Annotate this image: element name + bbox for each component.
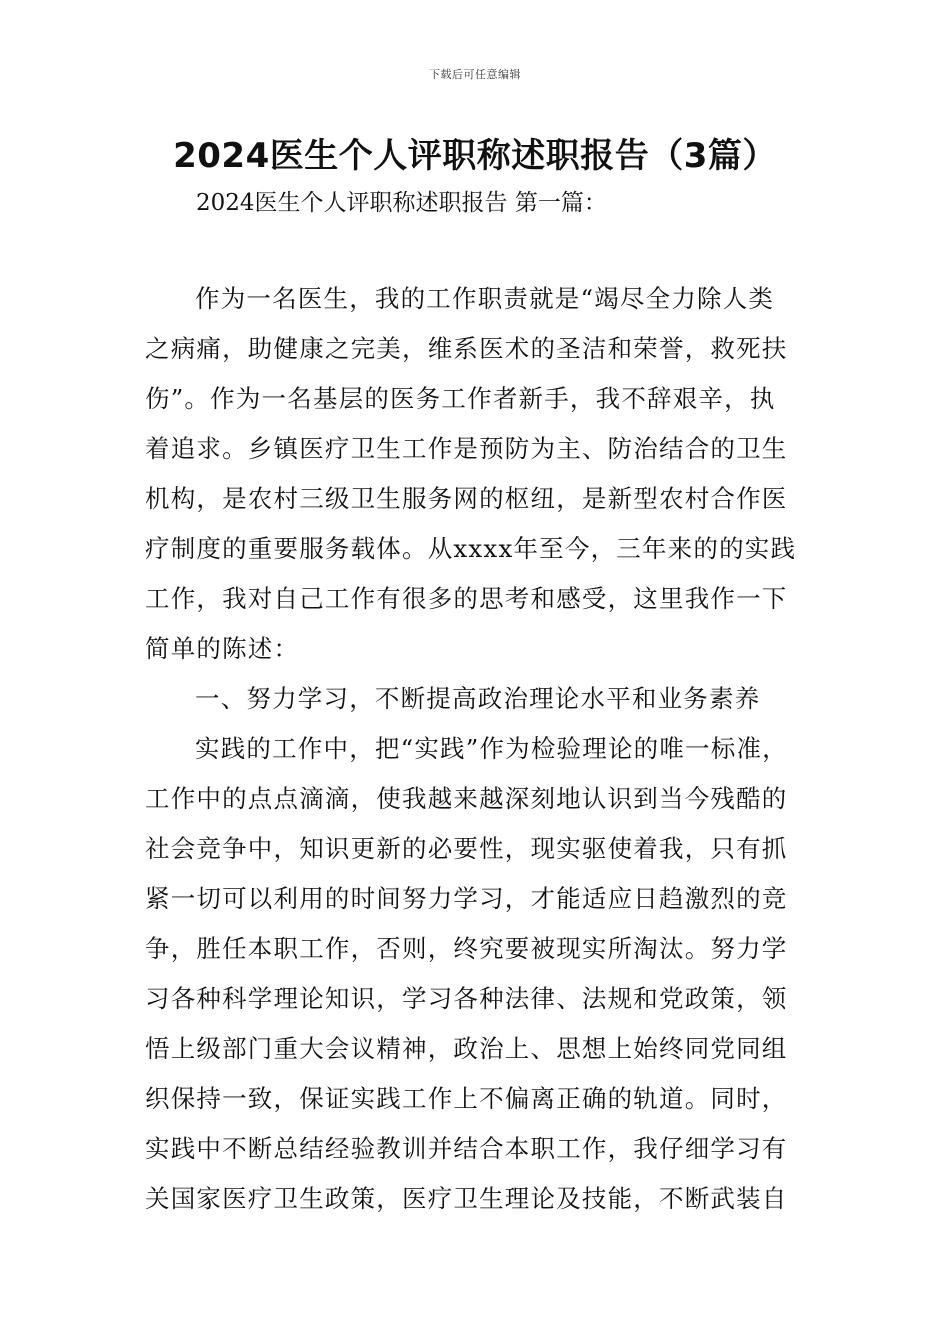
paragraph-line: 悟上级部门重大会议精神，政治上、思想上始终同党同组 — [145, 1034, 788, 1063]
document-title: 2024医生个人评职称述职报告（3篇） — [173, 136, 777, 176]
paragraph-line: 关国家医疗卫生政策，医疗卫生理论及技能，不断武装自 — [145, 1184, 788, 1213]
paragraph-line: 疗制度的重要服务载体。从xxxx年至今，三年来的的实践 — [145, 534, 797, 563]
paragraph-line: 作为一名医生，我的工作职责就是“竭尽全力除人类 — [195, 284, 775, 313]
paragraph-line: 机构，是农村三级卫生服务网的枢纽，是新型农村合作医 — [145, 484, 788, 513]
paragraph-line: 实践的工作中，把“实践”作为检验理论的唯一标准， — [195, 734, 788, 763]
paragraph-line: 着追求。乡镇医疗卫生工作是预防为主、防治结合的卫生 — [145, 434, 788, 463]
subheading-line: 一、努力学习，不断提高政治理论水平和业务素养 — [195, 684, 761, 713]
body-text — [145, 279, 815, 1229]
section-heading: 2024医生个人评职称述职报告 第一篇： — [196, 190, 607, 216]
paragraph-line: 争，胜任本职工作，否则，终究要被现实所淘汰。努力学 — [145, 934, 788, 963]
paragraph-line: 织保持一致，保证实践工作上不偏离正确的轨道。同时， — [145, 1084, 788, 1113]
paragraph-line: 工作，我对自己工作有很多的思考和感受，这里我作一下 — [145, 584, 788, 613]
header-note: 下载后可任意编辑 — [429, 68, 521, 81]
paragraph-line: 伤”。作为一名基层的医务工作者新手，我不辞艰辛，执 — [145, 384, 776, 413]
paragraph-line: 紧一切可以利用的时间努力学习，才能适应日趋激烈的竞 — [145, 884, 788, 913]
paragraph-line: 工作中的点点滴滴，使我越来越深刻地认识到当今残酷的 — [145, 784, 788, 813]
paragraph-line: 习各种科学理论知识，学习各种法律、法规和党政策，领 — [145, 984, 788, 1013]
paragraph-line: 简单的陈述： — [145, 634, 300, 663]
paragraph-line: 实践中不断总结经验教训并结合本职工作，我仔细学习有 — [145, 1134, 788, 1163]
paragraph-line: 社会竞争中，知识更新的必要性，现实驱使着我，只有抓 — [145, 834, 788, 863]
paragraph-line: 之病痛，助健康之完美，维系医术的圣洁和荣誉，救死扶 — [145, 334, 788, 363]
